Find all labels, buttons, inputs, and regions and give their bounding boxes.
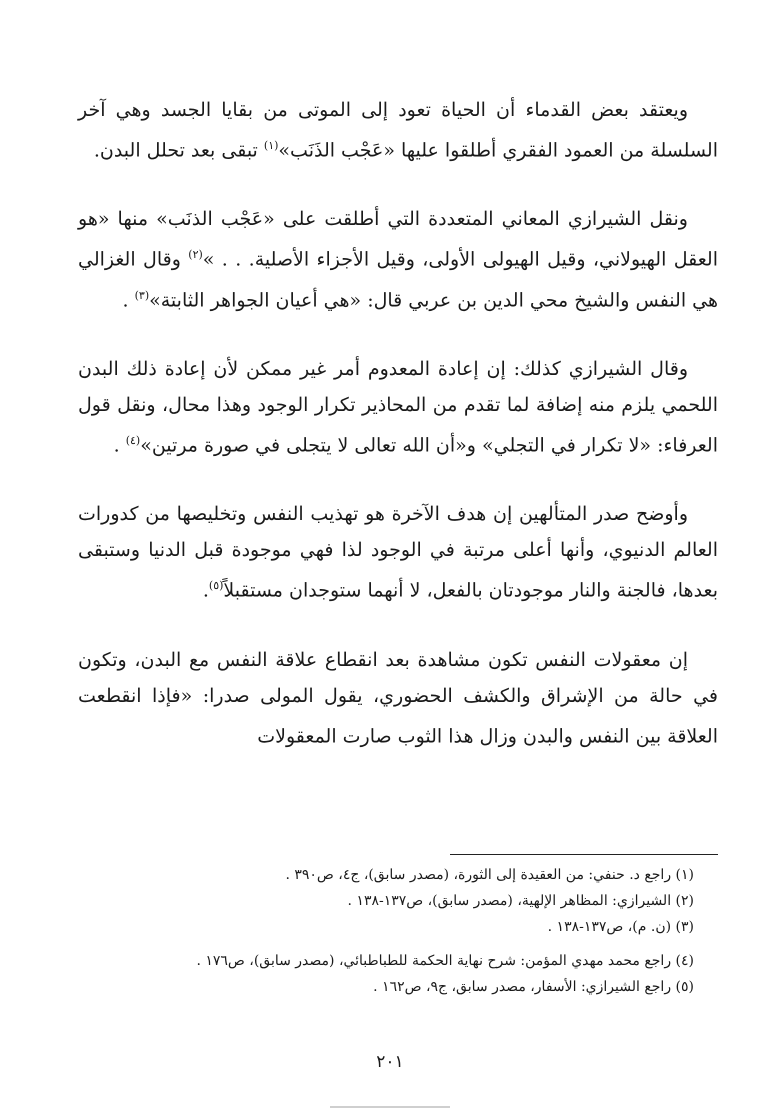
page-number: ٢٠١ [376, 1052, 404, 1072]
footnote-3: (٣) (ن. م)، ص١٣٧-١٣٨ . [547, 919, 694, 935]
footnote-ref-4: (٤) [125, 433, 141, 447]
scan-edge-mark [330, 1106, 450, 1108]
footnote-4: (٤) راجع محمد مهدي المؤمن: شرح نهاية الحكمة للطباطبائي، (مصدر سابق)، ص١٧٦ . [196, 953, 694, 969]
paragraph-4: وأوضح صدر المتألهين إن هدف الآخرة هو تهذيب النفس وتخليصها من كدورات العالم الدنيوي، وأنها أعلى مرتبة في الوجود لذا فهي موجودة قبل الدنيا وستبقى بعدها، فالجنة والنار موجودتان بالفعل، لا أنهما ستوجدان مستقبلاً$^{(٥)}$. [78, 503, 718, 602]
footnote-5: (٥) راجع الشيرازي: الأسفار، مصدر سابق، ج٩، ص١٦٢ . [373, 979, 694, 995]
footnote-ref-5: (٥) [208, 579, 224, 593]
footnote-ref-3: (٣) [134, 288, 150, 302]
paragraph-2: ونقل الشيرازي المعاني المتعددة التي أطلقت على «عَجْب الذنَب» منها «هو العقل الهيولاني، وقيل الهيولى الأولى، وقيل الأجزاء الأصلية. . . »$^{(٢)}$ وقال الغزالي هي النفس والشيخ محي الدين بن عربي قال: «هي أعيان الجواهر الثابتة»$^{(٣)}$ . [78, 208, 718, 311]
footnote-separator [450, 854, 718, 855]
paragraph-5: إن معقولات النفس تكون مشاهدة بعد انقطاع علاقة النفس مع البدن، وتكون في حالة من الإشراق والكشف الحضوري، يقول المولى صدرا: «فإذا انقطعت العلاقة بين النفس والبدن وزال هذا الثوب صارت المعقولات [78, 648, 718, 747]
footnote-ref-1: (١) [263, 139, 279, 152]
body-text [78, 92, 718, 787]
footnotes [78, 862, 694, 1000]
paragraph-3: وقال الشيرازي كذلك: إن إعادة المعدوم أمر غير ممكن لأن إعادة ذلك البدن اللحمي يلزم منه إضافة لما تقدم من المحاذير تكرار الوجود وهذا محال، ونقل قول العرفاء: «لا تكرار في التجلي» و«أن الله تعالى لا يتجلى في صورة مرتين»$^{(٤)}$ . [78, 357, 718, 457]
paragraph-1: ويعتقد بعض القدماء أن الحياة تعود إلى الموتى من بقايا الجسد وهي آخر السلسلة من العمود الفقري أطلقوا عليها «عَجْب الذَنَب»$^{(١)}$ تبقى بعد تحلل البدن. [78, 99, 718, 162]
footnote-2: (٢) الشيرازي: المظاهر الإلهية، (مصدر سابق)، ص١٣٧-١٣٨ . [347, 893, 694, 909]
footnote-1: (١) راجع د. حنفي: من العقيدة إلى الثورة، (مصدر سابق)، ج٤، ص٣٩٠ . [285, 867, 694, 883]
footnote-ref-2: (٢) [188, 248, 203, 262]
